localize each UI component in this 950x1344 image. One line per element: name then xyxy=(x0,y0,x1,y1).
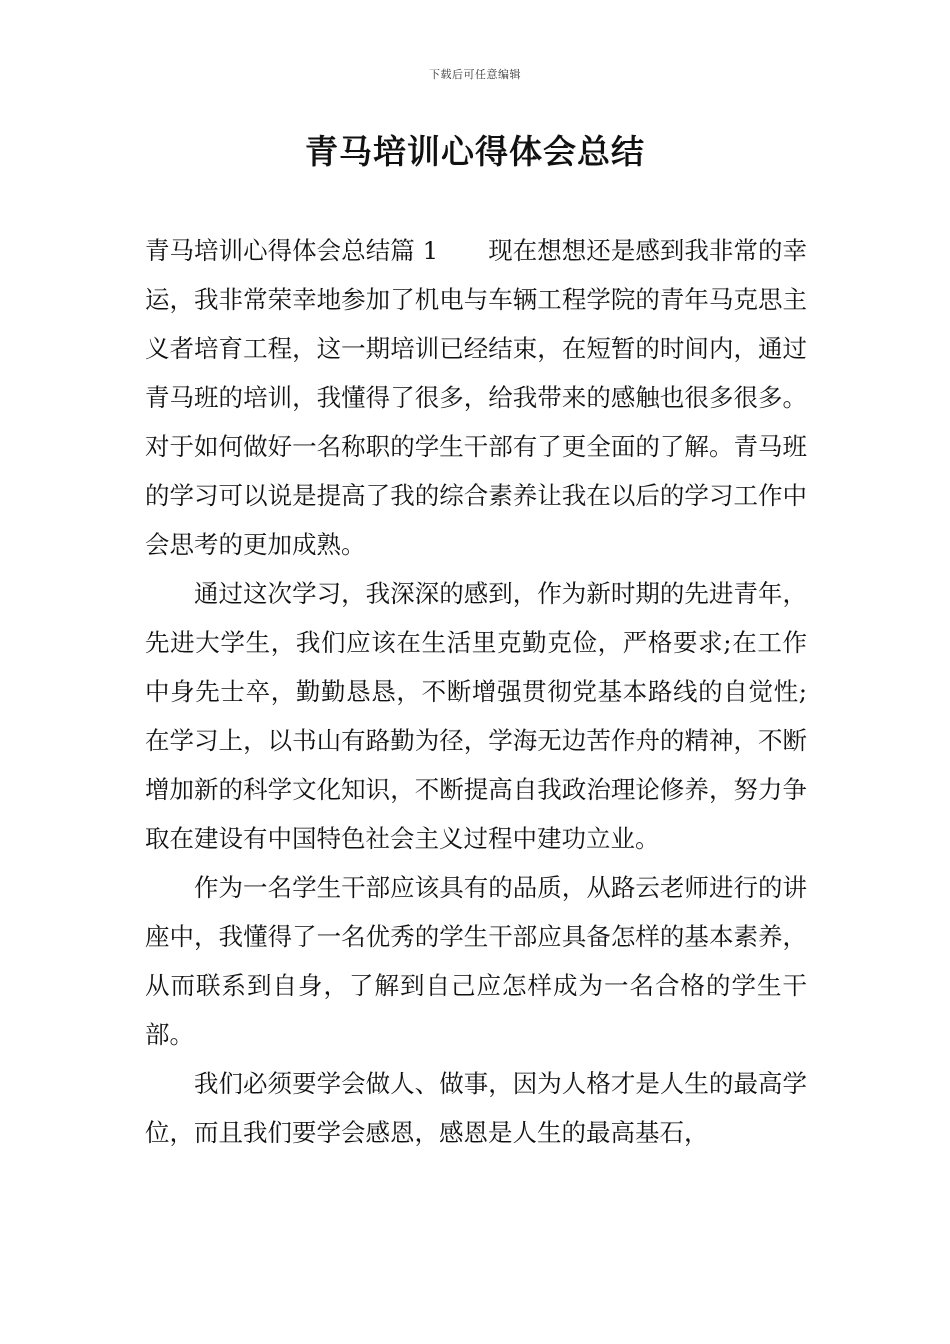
document-title: 青马培训心得体会总结 xyxy=(305,132,645,171)
paragraph-1-text: 现在想想还是感到我非常的幸运，我非常荣幸地参加了机电与车辆工程学院的青年马克思主义者培育工程，这一期培训已经结束，在短暂的时间内，通过青马班的培训，我懂得了很多，给我带来的感触也很多很多。对于如何做好一名称职的学生干部有了更全面的了解。青马班的学习可以说是提高了我的综合素养让我在以后的学习工作中会思考的更加成熟。 xyxy=(145,236,808,559)
section-heading: 青马培训心得体会总结篇 1 xyxy=(145,236,439,265)
paragraph-4: 我们必须要学会做人、做事，因为人格才是人生的最高学位，而且我们要学会感恩，感恩是人生的最高基石， xyxy=(145,1069,807,1147)
document-body xyxy=(145,226,807,1157)
paragraph-3: 作为一名学生干部应该具有的品质，从路云老师进行的讲座中，我懂得了一名优秀的学生干部应具备怎样的基本素养，从而联系到自身，了解到自己应怎样成为一名合格的学生干部。 xyxy=(145,873,807,1049)
paragraph-2: 通过这次学习，我深深的感到，作为新时期的先进青年，先进大学生，我们应该在生活里克勤克俭，严格要求;在工作中身先士卒，勤勤恳恳，不断增强贯彻党基本路线的自觉性;在学习上，以书山有路勤为径，学海无边苦作舟的精神，不断增加新的科学文化知识，不断提高自我政治理论修养，努力争取在建设有中国特色社会主义过程中建功立业。 xyxy=(145,579,807,853)
header-note: 下载后可任意编辑 xyxy=(429,68,521,81)
paragraph-1 xyxy=(145,226,807,569)
